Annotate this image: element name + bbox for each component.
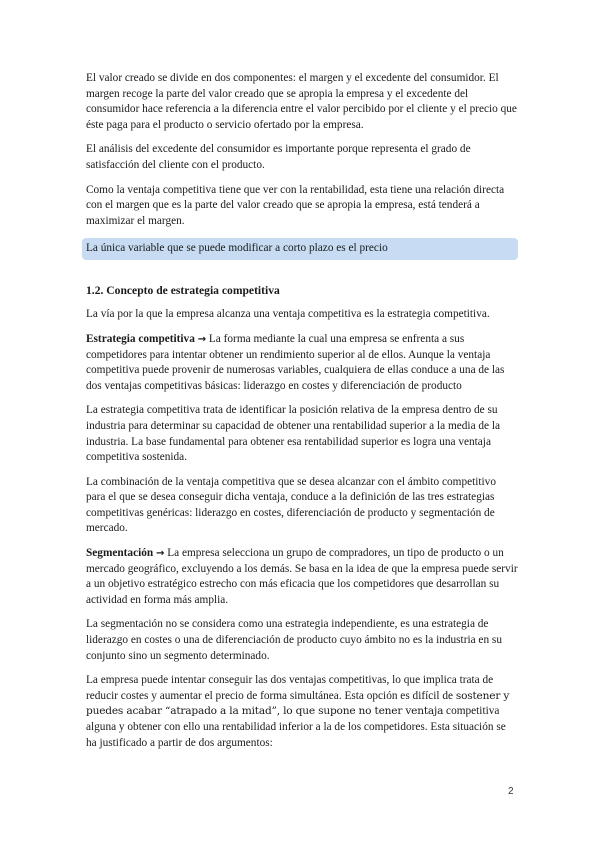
text-segment: competitiva alguna y obtener con ello una rentabilidad inferior a la de los competidores. Esta situación se ha justificado a partir de dos argumentos: bbox=[86, 705, 506, 749]
paragraph-stuck-in-middle bbox=[86, 673, 518, 751]
right-arrow-icon: → bbox=[155, 548, 165, 560]
handwritten-text-segment: sostener y puedes acabar “atrapado a la mitad”, lo que supone no tener ventaja bbox=[86, 689, 510, 718]
term-estrategia-competitiva: Estrategia competitiva bbox=[86, 332, 195, 345]
paragraph-generic-strategies: La combinación de la ventaja competitiva que se desea alcanzar con el ámbito competitivo para el que se desea conseguir dicha ventaja, conduce a la definición de las tres estrategias competitivas genéricas: liderazgo en costes, diferenciación de producto y segmentación de mercado. bbox=[86, 475, 496, 535]
paragraph-segmentation-definition bbox=[86, 546, 518, 608]
definition-text: La forma mediante la cual una empresa se enfrenta a sus competidores para intentar obtener un rendimiento superior al de ellos. Aunque la ventaja competitiva puede provenir de numerosas variables, cualquiera de ellas conduce a una de las dos ventajas competitivas básicas: liderazgo en costes y diferenciación de producto bbox=[86, 332, 505, 392]
paragraph-relative-position: La estrategia competitiva trata de identificar la posición relativa de la empresa dentro de su industria para determinar su capacidad de obtener una rentabilidad superior a la media de la industria. La base fundamental para obtener esa rentabilidad superior es logra una ventaja competitiva sostenida. bbox=[86, 404, 501, 464]
text-segment: La empresa puede intentar conseguir las dos ventajas competitivas, lo que implica trata de reducir costes y aumentar el precio de forma simultánea. Esta opción es difícil de bbox=[86, 674, 494, 702]
paragraph-margin: Como la ventaja competitiva tiene que ver con la rentabilidad, esta tiene una relación directa con el margen que es la parte del valor creado que se apropia la empresa, está tenderá a maximizar el margen. bbox=[86, 183, 505, 227]
page-number: 2 bbox=[508, 786, 514, 797]
paragraph-segmentation-note: La segmentación no se considera como una estrategia independiente, es una estrategia de liderazgo en costes o una de diferenciación de producto cuyo ámbito no es la industria en su conjunto sino un segmento determinado. bbox=[86, 618, 502, 662]
paragraph-value-components: El valor creado se divide en dos componentes: el margen y el excedente del consumidor. El margen recoge la parte del valor creado que se apropia la empresa y el excedente del consumidor hace referencia a la diferencia entre el valor percibido por el cliente y el precio que éste paga para el producto o servicio ofertado por la empresa. bbox=[86, 72, 517, 131]
paragraph-consumer-surplus: El análisis del excedente del consumidor es importante porque representa el grado de satisfacción del cliente con el producto. bbox=[86, 143, 471, 171]
section-heading: 1.2. Concepto de estrategia competitiva bbox=[86, 284, 280, 298]
paragraph-competitive-strategy-intro: La vía por la que la empresa alcanza una ventaja competitiva es la estrategia competitiva. bbox=[86, 308, 490, 321]
definition-text: La empresa selecciona un grupo de compradores, un tipo de producto o un mercado geográfico, excluyendo a los demás. Se basa en la idea de que la empresa puede servir a un objetivo estratégico estrecho con más eficacia que los competidores que desarrollan su actividad en forma más amplia. bbox=[86, 547, 518, 606]
term-segmentacion: Segmentación bbox=[86, 547, 154, 560]
highlight-callout: La única variable que se puede modificar a corto plazo es el precio bbox=[82, 238, 518, 260]
page-content bbox=[86, 71, 518, 760]
right-arrow-icon: → bbox=[197, 333, 207, 345]
paragraph-competitive-strategy-definition bbox=[86, 332, 518, 394]
